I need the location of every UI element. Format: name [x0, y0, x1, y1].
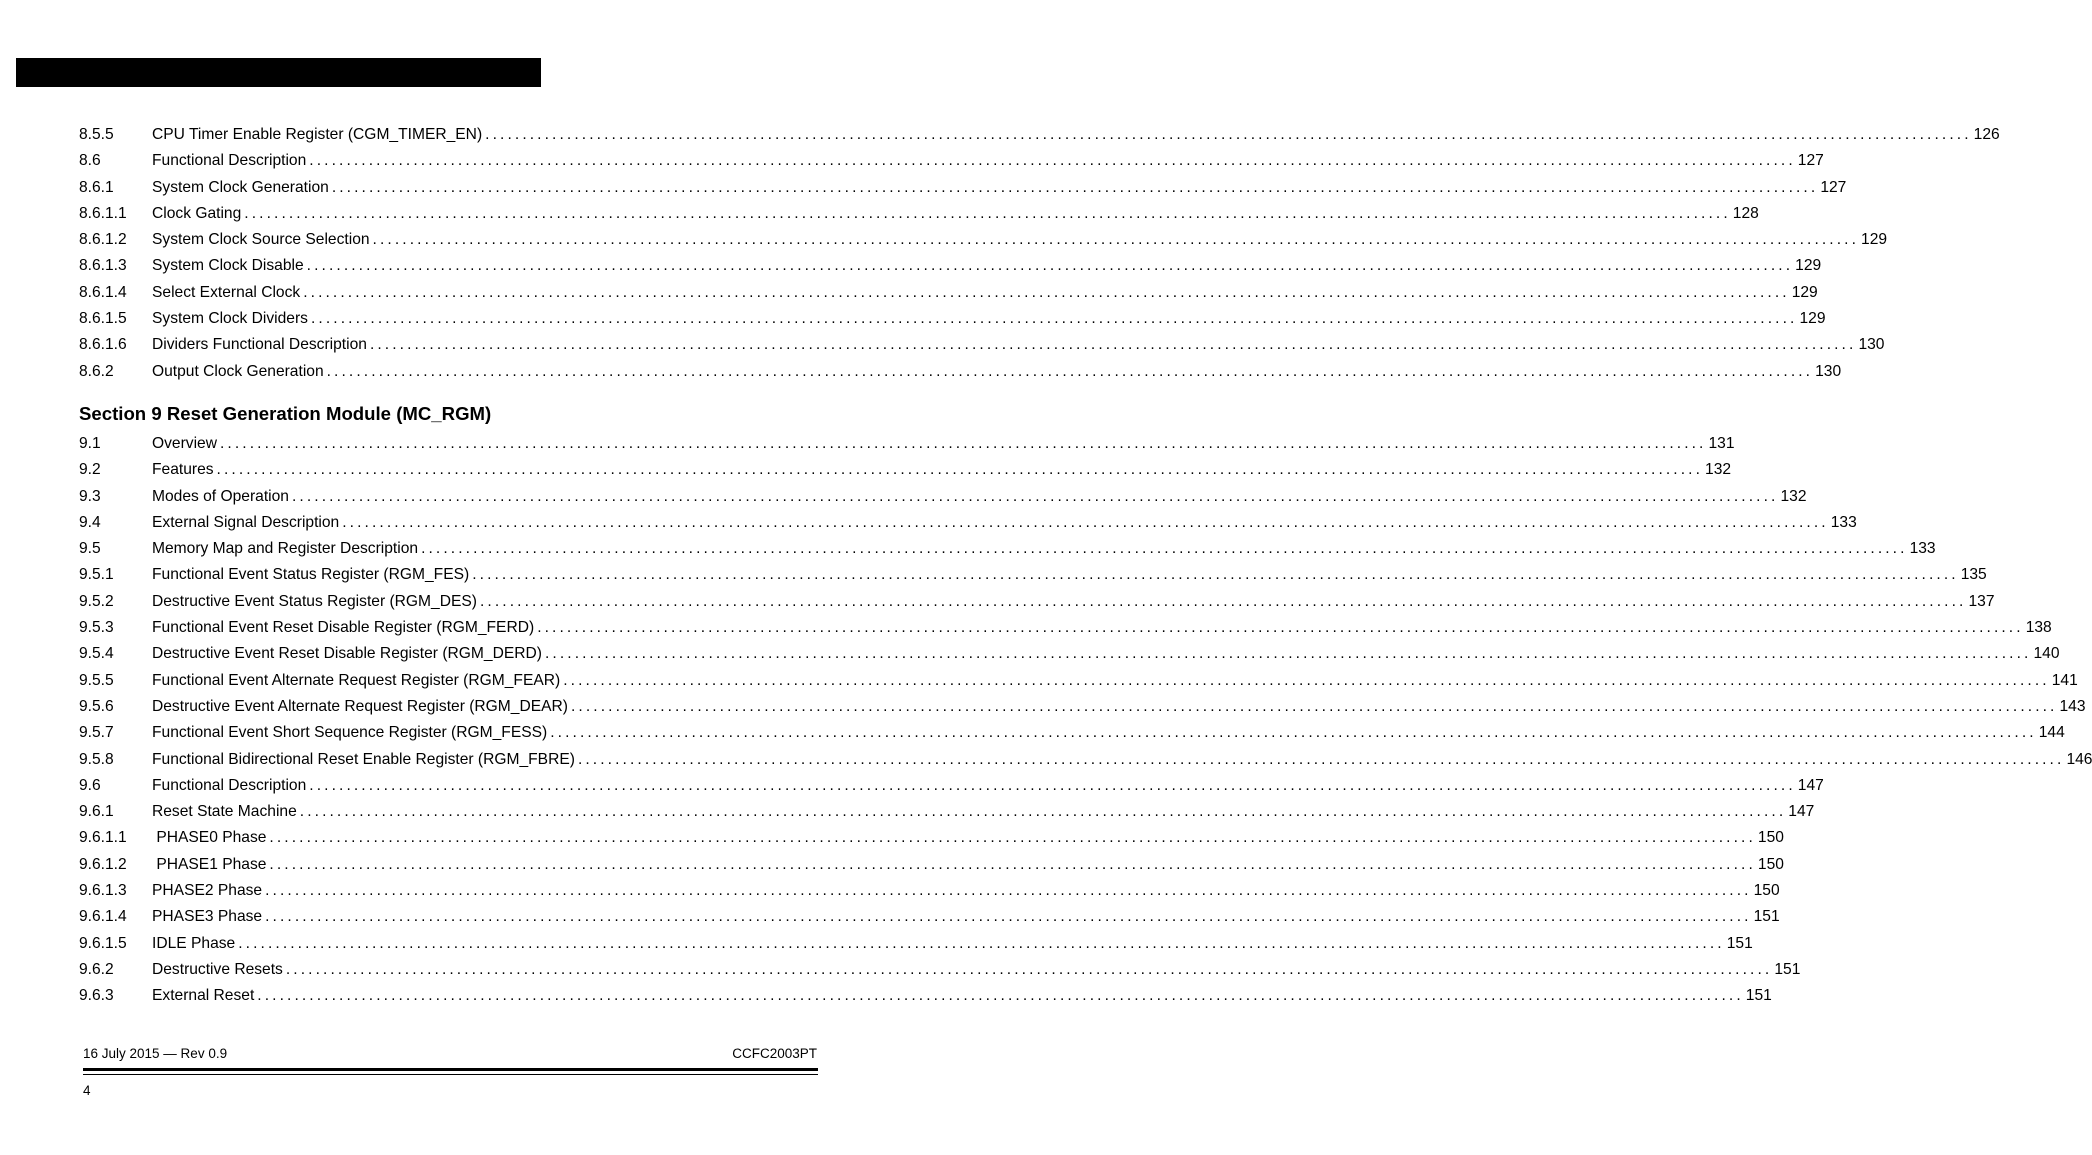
toc-entry-number: 9.5.2 — [79, 592, 114, 610]
toc-entry-page: 147 — [1788, 803, 1815, 821]
toc-entry-number: 8.6.1.6 — [79, 336, 127, 354]
toc-dot-leader: ........................................................................................................................................................................................................ — [326, 362, 1814, 380]
toc-dot-leader: ........................................................................................................................................................................................................ — [563, 671, 2050, 689]
toc-entry-title: Functional Event Alternate Request Register (RGM_FEAR) — [152, 668, 563, 694]
toc-entry-title: PHASE3 Phase — [152, 904, 265, 930]
toc-dot-leader: ........................................................................................................................................................................................................ — [265, 908, 1752, 926]
toc-entry-title: Functional Description — [152, 148, 309, 174]
toc-entry[interactable] — [79, 332, 1885, 358]
toc-entry-page: 129 — [1791, 283, 1818, 301]
toc-entry-number: 8.6.1.1 — [79, 204, 127, 222]
toc-entry-page: 150 — [1757, 829, 1784, 847]
toc-entry-number: 8.6.1.4 — [79, 283, 127, 301]
toc-entry-title: PHASE2 Phase — [152, 878, 265, 904]
toc-entry-page: 137 — [1968, 592, 1995, 610]
toc-dot-leader: ........................................................................................................................................................................................................ — [421, 540, 1908, 558]
toc-entry[interactable] — [79, 122, 2000, 148]
toc-dot-leader: ........................................................................................................................................................................................................ — [309, 152, 1796, 170]
toc-entry-page: 143 — [2059, 697, 2086, 715]
toc-entry-title: System Clock Source Selection — [152, 227, 373, 253]
toc-entry-title: Reset State Machine — [152, 799, 300, 825]
toc-entry-title: System Clock Dividers — [152, 306, 311, 332]
toc-entry-number: 9.2 — [79, 461, 101, 479]
toc-entry-page: 151 — [1745, 987, 1772, 1005]
toc-entry-title: Select External Clock — [152, 280, 303, 306]
toc-entry[interactable] — [79, 306, 1826, 332]
toc-entry[interactable] — [79, 720, 2065, 746]
toc-entry-page: 135 — [1960, 566, 1987, 584]
toc-entry-title: Modes of Operation — [152, 484, 292, 510]
toc-dot-leader: ........................................................................................................................................................................................................ — [310, 310, 1798, 328]
table-of-contents — [79, 122, 2092, 1010]
toc-entry-page: 146 — [2066, 750, 2092, 768]
toc-entry-title: Destructive Event Alternate Request Register (RGM_DEAR) — [152, 694, 571, 720]
toc-entry-title: Destructive Event Reset Disable Register (RGM_DERD) — [152, 641, 545, 667]
toc-entry[interactable] — [79, 641, 2060, 667]
toc-dot-leader: ........................................................................................................................................................................................................ — [257, 987, 1744, 1005]
footer-document-id: CCFC2003PT — [732, 1046, 817, 1061]
toc-entry-number: 9.6.3 — [79, 987, 114, 1005]
toc-entry-number: 9.6 — [79, 776, 101, 794]
toc-dot-leader: ........................................................................................................................................................................................................ — [285, 960, 1773, 978]
toc-entry-page: 141 — [2051, 671, 2078, 689]
toc-entry-number: 8.6 — [79, 152, 101, 170]
toc-entry-number: 8.5.5 — [79, 126, 114, 143]
toc-dot-leader: ........................................................................................................................................................................................................ — [306, 257, 1794, 275]
toc-entry-title: Memory Map and Register Description — [152, 536, 421, 562]
toc-entry-number: 9.5.8 — [79, 750, 114, 768]
toc-dot-leader: ........................................................................................................................................................................................................ — [291, 487, 1779, 505]
toc-dot-leader: ........................................................................................................................................................................................................ — [550, 724, 2037, 742]
toc-entry[interactable] — [79, 589, 1995, 615]
toc-entry-title: Dividers Functional Description — [152, 332, 370, 358]
toc-entry-page: 133 — [1909, 540, 1936, 558]
footer-rule-thick — [83, 1068, 818, 1071]
toc-entry[interactable] — [79, 201, 1759, 227]
toc-dot-leader: ........................................................................................................................................................................................................ — [577, 750, 2065, 768]
toc-entry-number: 9.6.1.2 — [79, 855, 127, 873]
toc-entry-title: Clock Gating — [152, 201, 244, 227]
toc-entry-number: 9.6.1.4 — [79, 908, 127, 926]
toc-entry-page: 138 — [2025, 619, 2052, 637]
toc-entry-number: 9.5.6 — [79, 697, 114, 715]
toc-entry[interactable] — [79, 799, 1815, 825]
toc-entry[interactable] — [79, 484, 1807, 510]
toc-entry-page: 130 — [1858, 336, 1885, 354]
toc-entry-number: 8.6.1.3 — [79, 257, 127, 275]
toc-entry-page: 132 — [1780, 487, 1807, 505]
toc-entry-title: Functional Event Reset Disable Register (RGM_FERD) — [152, 615, 537, 641]
toc-entry-page: 130 — [1815, 362, 1842, 380]
toc-entry-page: 132 — [1705, 461, 1732, 479]
toc-entry[interactable] — [79, 280, 1818, 306]
toc-entry-title: Functional Event Status Register (RGM_FES) — [152, 562, 472, 588]
toc-entry[interactable] — [79, 562, 1987, 588]
toc-entry-page: 150 — [1757, 855, 1784, 873]
toc-entry-page: 127 — [1797, 152, 1824, 170]
toc-entry[interactable] — [79, 457, 1732, 483]
toc-entry-number: 9.6.1.3 — [79, 882, 127, 900]
toc-dot-leader: ........................................................................................................................................................................................................ — [269, 829, 1756, 847]
toc-entry-title: Functional Bidirectional Reset Enable Register (RGM_FBRE) — [152, 747, 578, 773]
toc-section-8-entries — [79, 122, 2000, 385]
toc-entry-number: 9.5.3 — [79, 619, 114, 637]
toc-entry-number: 8.6.1 — [79, 178, 114, 196]
toc-entry-title: System Clock Generation — [152, 175, 332, 201]
header-bar — [16, 58, 541, 87]
toc-entry-title: External Signal Description — [152, 510, 342, 536]
toc-entry-page: 128 — [1732, 204, 1759, 222]
toc-entry[interactable] — [79, 878, 1780, 904]
toc-entry-title: Features — [152, 457, 217, 483]
toc-dot-leader: ........................................................................................................................................................................................................ — [537, 619, 2024, 637]
toc-entry-page: 150 — [1753, 882, 1780, 900]
toc-entry[interactable] — [79, 694, 2086, 720]
toc-entry-number: 9.5 — [79, 540, 101, 558]
toc-entry-page: 144 — [2038, 724, 2065, 742]
toc-entry[interactable] — [79, 359, 1842, 385]
toc-entry-title: Functional Description — [152, 773, 309, 799]
toc-entry-page: 151 — [1774, 960, 1801, 978]
toc-entry-number: 9.6.1 — [79, 803, 114, 821]
toc-entry[interactable] — [79, 253, 1822, 279]
toc-dot-leader: ........................................................................................................................................................................................................ — [303, 283, 1790, 301]
toc-entry[interactable] — [79, 536, 1936, 562]
toc-entry-page: 147 — [1797, 776, 1824, 794]
toc-entry-title: Overview — [152, 431, 220, 457]
toc-entry[interactable] — [79, 431, 1735, 457]
toc-dot-leader: ........................................................................................................................................................................................................ — [342, 513, 1829, 531]
toc-entry-title: CPU Timer Enable Register (CGM_TIMER_EN) — [152, 122, 485, 148]
toc-dot-leader: ........................................................................................................................................................................................................ — [299, 803, 1787, 821]
toc-section-9-entries — [79, 431, 2092, 1010]
toc-dot-leader: ........................................................................................................................................................................................................ — [238, 934, 1725, 952]
toc-entry-page: 133 — [1830, 513, 1857, 531]
toc-entry[interactable] — [79, 227, 1888, 253]
toc-dot-leader: ........................................................................................................................................................................................................ — [265, 882, 1752, 900]
toc-entry-page: 129 — [1799, 310, 1826, 328]
toc-dot-leader: ........................................................................................................................................................................................................ — [331, 178, 1819, 196]
toc-entry-title: Destructive Event Status Register (RGM_DES) — [152, 589, 480, 615]
toc-entry[interactable] — [79, 148, 1824, 174]
footer-rule-thin — [83, 1074, 818, 1075]
toc-entry-number: 9.6.1.1 — [79, 829, 127, 847]
toc-entry[interactable] — [79, 615, 2052, 641]
toc-dot-leader: ........................................................................................................................................................................................................ — [485, 126, 1972, 143]
toc-entry-title: Functional Event Short Sequence Register (RGM_FESS) — [152, 720, 550, 746]
toc-entry-number: 9.4 — [79, 513, 101, 531]
toc-entry[interactable] — [79, 852, 1784, 878]
toc-entry[interactable] — [79, 931, 1753, 957]
toc-entry-number: 8.6.2 — [79, 362, 114, 380]
toc-entry-page: 151 — [1753, 908, 1780, 926]
toc-entry-number: 9.6.1.5 — [79, 934, 127, 952]
toc-entry-number: 9.1 — [79, 434, 101, 452]
toc-dot-leader: ........................................................................................................................................................................................................ — [479, 592, 1967, 610]
toc-entry[interactable] — [79, 175, 1847, 201]
toc-entry-title: IDLE Phase — [152, 931, 238, 957]
toc-dot-leader: ........................................................................................................................................................................................................ — [372, 231, 1860, 249]
toc-dot-leader: ........................................................................................................................................................................................................ — [544, 645, 2032, 663]
toc-entry-page: 126 — [1973, 126, 2000, 143]
toc-entry-title: System Clock Disable — [152, 253, 307, 279]
toc-entry-page: 129 — [1861, 231, 1888, 249]
toc-entry-page: 140 — [2033, 645, 2060, 663]
toc-entry[interactable] — [79, 904, 1780, 930]
toc-entry-number: 9.5.5 — [79, 671, 114, 689]
toc-entry-title: External Reset — [152, 983, 257, 1009]
toc-entry[interactable] — [79, 957, 1801, 983]
footer-date-revision: 16 July 2015 — Rev 0.9 — [83, 1046, 228, 1061]
page-number: 4 — [83, 1083, 91, 1098]
toc-entry-title: Output Clock Generation — [152, 359, 327, 385]
section-heading: Section 9 Reset Generation Module (MC_RGM) — [79, 402, 492, 424]
toc-dot-leader: ........................................................................................................................................................................................................ — [244, 204, 1731, 222]
toc-entry-page: 129 — [1795, 257, 1822, 275]
toc-entry-number: 9.5.1 — [79, 566, 114, 584]
toc-entry-number: 8.6.1.2 — [79, 231, 127, 249]
toc-entry[interactable] — [79, 668, 2078, 694]
footer — [83, 1045, 817, 1063]
toc-entry[interactable] — [79, 773, 1824, 799]
toc-entry-title: Destructive Resets — [152, 957, 286, 983]
toc-dot-leader: ........................................................................................................................................................................................................ — [571, 697, 2058, 715]
toc-dot-leader: ........................................................................................................................................................................................................ — [220, 434, 1707, 452]
toc-entry-page: 131 — [1708, 434, 1735, 452]
toc-entry-number: 9.5.4 — [79, 645, 114, 663]
toc-entry-number: 9.5.7 — [79, 724, 114, 742]
toc-entry-page: 127 — [1820, 178, 1847, 196]
toc-entry[interactable] — [79, 825, 1784, 851]
toc-dot-leader: ........................................................................................................................................................................................................ — [309, 776, 1796, 794]
toc-entry[interactable] — [79, 983, 1772, 1009]
toc-entry[interactable] — [79, 747, 2092, 773]
toc-entry-title: PHASE0 Phase — [152, 825, 269, 851]
toc-entry-title: PHASE1 Phase — [152, 852, 269, 878]
toc-entry-number: 8.6.1.5 — [79, 310, 127, 328]
toc-dot-leader: ........................................................................................................................................................................................................ — [269, 855, 1756, 873]
toc-entry-number: 9.3 — [79, 487, 101, 505]
toc-entry[interactable] — [79, 510, 1857, 536]
toc-entry-number: 9.6.2 — [79, 960, 114, 978]
toc-dot-leader: ........................................................................................................................................................................................................ — [369, 336, 1857, 354]
toc-dot-leader: ........................................................................................................................................................................................................ — [216, 461, 1704, 479]
toc-entry-page: 151 — [1726, 934, 1753, 952]
toc-dot-leader: ........................................................................................................................................................................................................ — [472, 566, 1959, 584]
